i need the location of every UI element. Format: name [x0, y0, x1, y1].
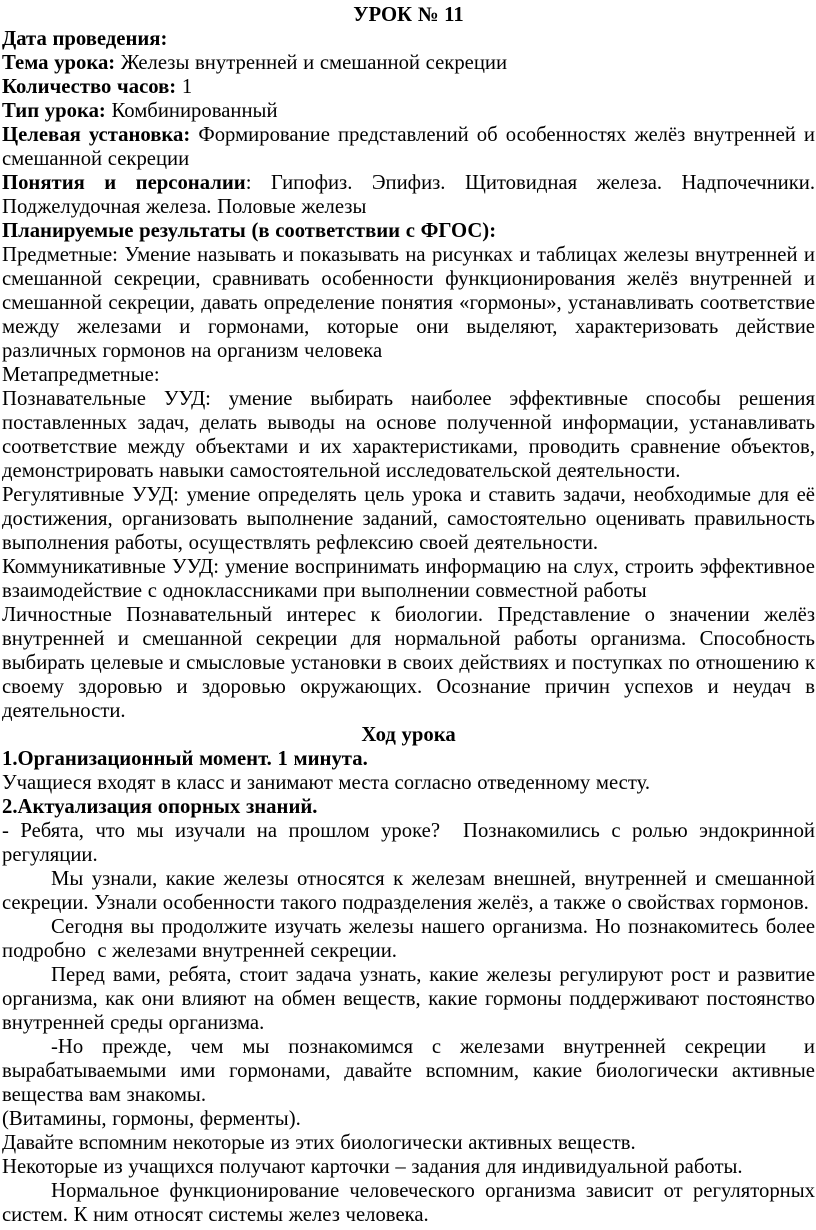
stage-1-heading [2, 747, 815, 771]
hours-label: Количество часов: [2, 76, 177, 98]
regulatory-systems-paragraph [2, 1179, 815, 1227]
stage-1-paragraph [2, 771, 815, 795]
concepts-value: : Гипофиз. Эпифиз. Щитовидная железа. Надпочечники. Поджелудочная железа. Половые железы [2, 172, 815, 218]
meta-results-heading [2, 363, 815, 387]
goal-value: Формирование представлений об особенностях желёз внутренней и смешанной секреции [2, 124, 815, 170]
recap-glands-paragraph [2, 867, 815, 915]
cards-task-text: Некоторые из учащихся получают карточки – задания для индивидуальной работы. [2, 1156, 743, 1178]
task-description-text: Перед вами, ребята, стоит задача узнать, какие железы регулируют рост и развитие организма, как они влияют на обмен веществ, какие гормоны поддерживают постоянство внутренней среды организма. [2, 964, 815, 1034]
lesson-title [2, 3, 815, 27]
subject-results-paragraph [2, 243, 815, 363]
concepts-line [2, 171, 815, 219]
topic-label: Тема урока: [2, 52, 116, 74]
regulatory-systems-text: Нормальное функционирование человеческого организма зависит от регуляторных систем. К ним относят системы желез человека. [2, 1180, 815, 1226]
date-line [2, 27, 815, 51]
task-description-paragraph [2, 963, 815, 1035]
goal-line [2, 123, 815, 171]
stage-1-heading-text: 1.Организационный момент. 1 минута. [2, 748, 368, 770]
today-plan-text: Сегодня вы продолжите изучать железы нашего организма. Но познакомитесь более подробно с железами внутренней секреции. [2, 916, 815, 962]
planned-results-heading-text: Планируемые результаты (в соответствии с ФГОС): [2, 220, 497, 242]
recall-substances-text: -Но прежде, чем мы познакомимся с железами внутренней секреции и вырабатываемыми ими гормонами, давайте вспомним, какие биологически активные вещества вам знакомы. [2, 1036, 815, 1106]
recall-substances-paragraph [2, 1035, 815, 1107]
topic-value: Железы внутренней и смешанной секреции [115, 52, 508, 74]
lesson-type-value: Комбинированный [105, 100, 278, 122]
answer-substances-paragraph [2, 1107, 815, 1131]
today-plan-paragraph [2, 915, 815, 963]
lesson-flow-heading-text: Ход урока [361, 724, 456, 746]
teacher-question-text: - Ребята, что мы изучали на прошлом уроке? Познакомились с ролью эндокринной регуляции. [2, 820, 815, 866]
date-label: Дата проведения: [2, 28, 168, 50]
cognitive-uud-text: Познавательные УУД: умение выбирать наиболее эффективные способы решения поставленных задач, делать выводы на основе полученной информации, устанавливать соответствие между объектами и их характеристиками, проводить сравнение объектов, демонстрировать навыки самостоятельной исследовательской деятельности. [2, 388, 815, 482]
personal-results-paragraph [2, 603, 815, 723]
planned-results-heading [2, 219, 815, 243]
regulatory-uud-text: Регулятивные УУД: умение определять цель урока и ставить задачи, необходимые для её достижения, организовать выполнение заданий, самостоятельно оценивать правильность выполнения работы, осуществлять рефлексию своей деятельности. [2, 484, 815, 554]
stage-2-heading [2, 795, 815, 819]
stage-1-text: Учащиеся входят в класс и занимают места согласно отведенному месту. [2, 772, 651, 794]
stage-2-heading-text: 2.Актуализация опорных знаний. [2, 796, 318, 818]
cognitive-uud-paragraph [2, 387, 815, 483]
hours-value: 1 [176, 76, 193, 98]
topic-line [2, 51, 815, 75]
cards-task-paragraph [2, 1155, 815, 1179]
goal-label: Целевая установка: [2, 124, 191, 146]
communicative-uud-text: Коммуникативные УУД: умение воспринимать информацию на слух, строить эффективное взаимодействие с одноклассниками при выполнении совместной работы [2, 556, 815, 602]
regulatory-uud-paragraph [2, 483, 815, 555]
meta-results-heading-text: Метапредметные: [2, 364, 160, 386]
hours-line [2, 75, 815, 99]
communicative-uud-paragraph [2, 555, 815, 603]
recall-intro-text: Давайте вспомним некоторые из этих биологически активных веществ. [2, 1132, 636, 1154]
personal-results-text: Личностные Познавательный интерес к биологии. Представление о значении желёз внутренней и смешанной секреции для нормальной работы организма. Способность выбирать целевые и смысловые установки в своих действиях и поступках по отношению к своему здоровью и здоровью окружающих. Осознание причин успехов и неудач в деятельности. [2, 604, 815, 722]
teacher-question-paragraph [2, 819, 815, 867]
concepts-label: Понятия и персоналии [2, 172, 246, 194]
lesson-title-text: УРОК № 11 [353, 4, 464, 26]
lesson-type-line [2, 99, 815, 123]
recap-glands-text: Мы узнали, какие железы относятся к железам внешней, внутренней и смешанной секреции. Узнали особенности такого подразделения желёз, а также о свойствах гормонов. [2, 868, 815, 914]
subject-results-text: Предметные: Умение называть и показывать на рисунках и таблицах железы внутренней и смешанной секреции, сравнивать особенности функционирования желёз внутренней и смешанной секреции, давать определение понятия «гормоны», устанавливать соответствие между железами и гормонами, которые они выделяют, характеризовать действие различных гормонов на организм человека [2, 244, 815, 362]
lesson-type-label: Тип урока: [2, 100, 106, 122]
recall-intro-paragraph [2, 1131, 815, 1155]
answer-substances-text: (Витамины, гормоны, ферменты). [2, 1108, 301, 1130]
lesson-flow-heading [2, 723, 815, 747]
